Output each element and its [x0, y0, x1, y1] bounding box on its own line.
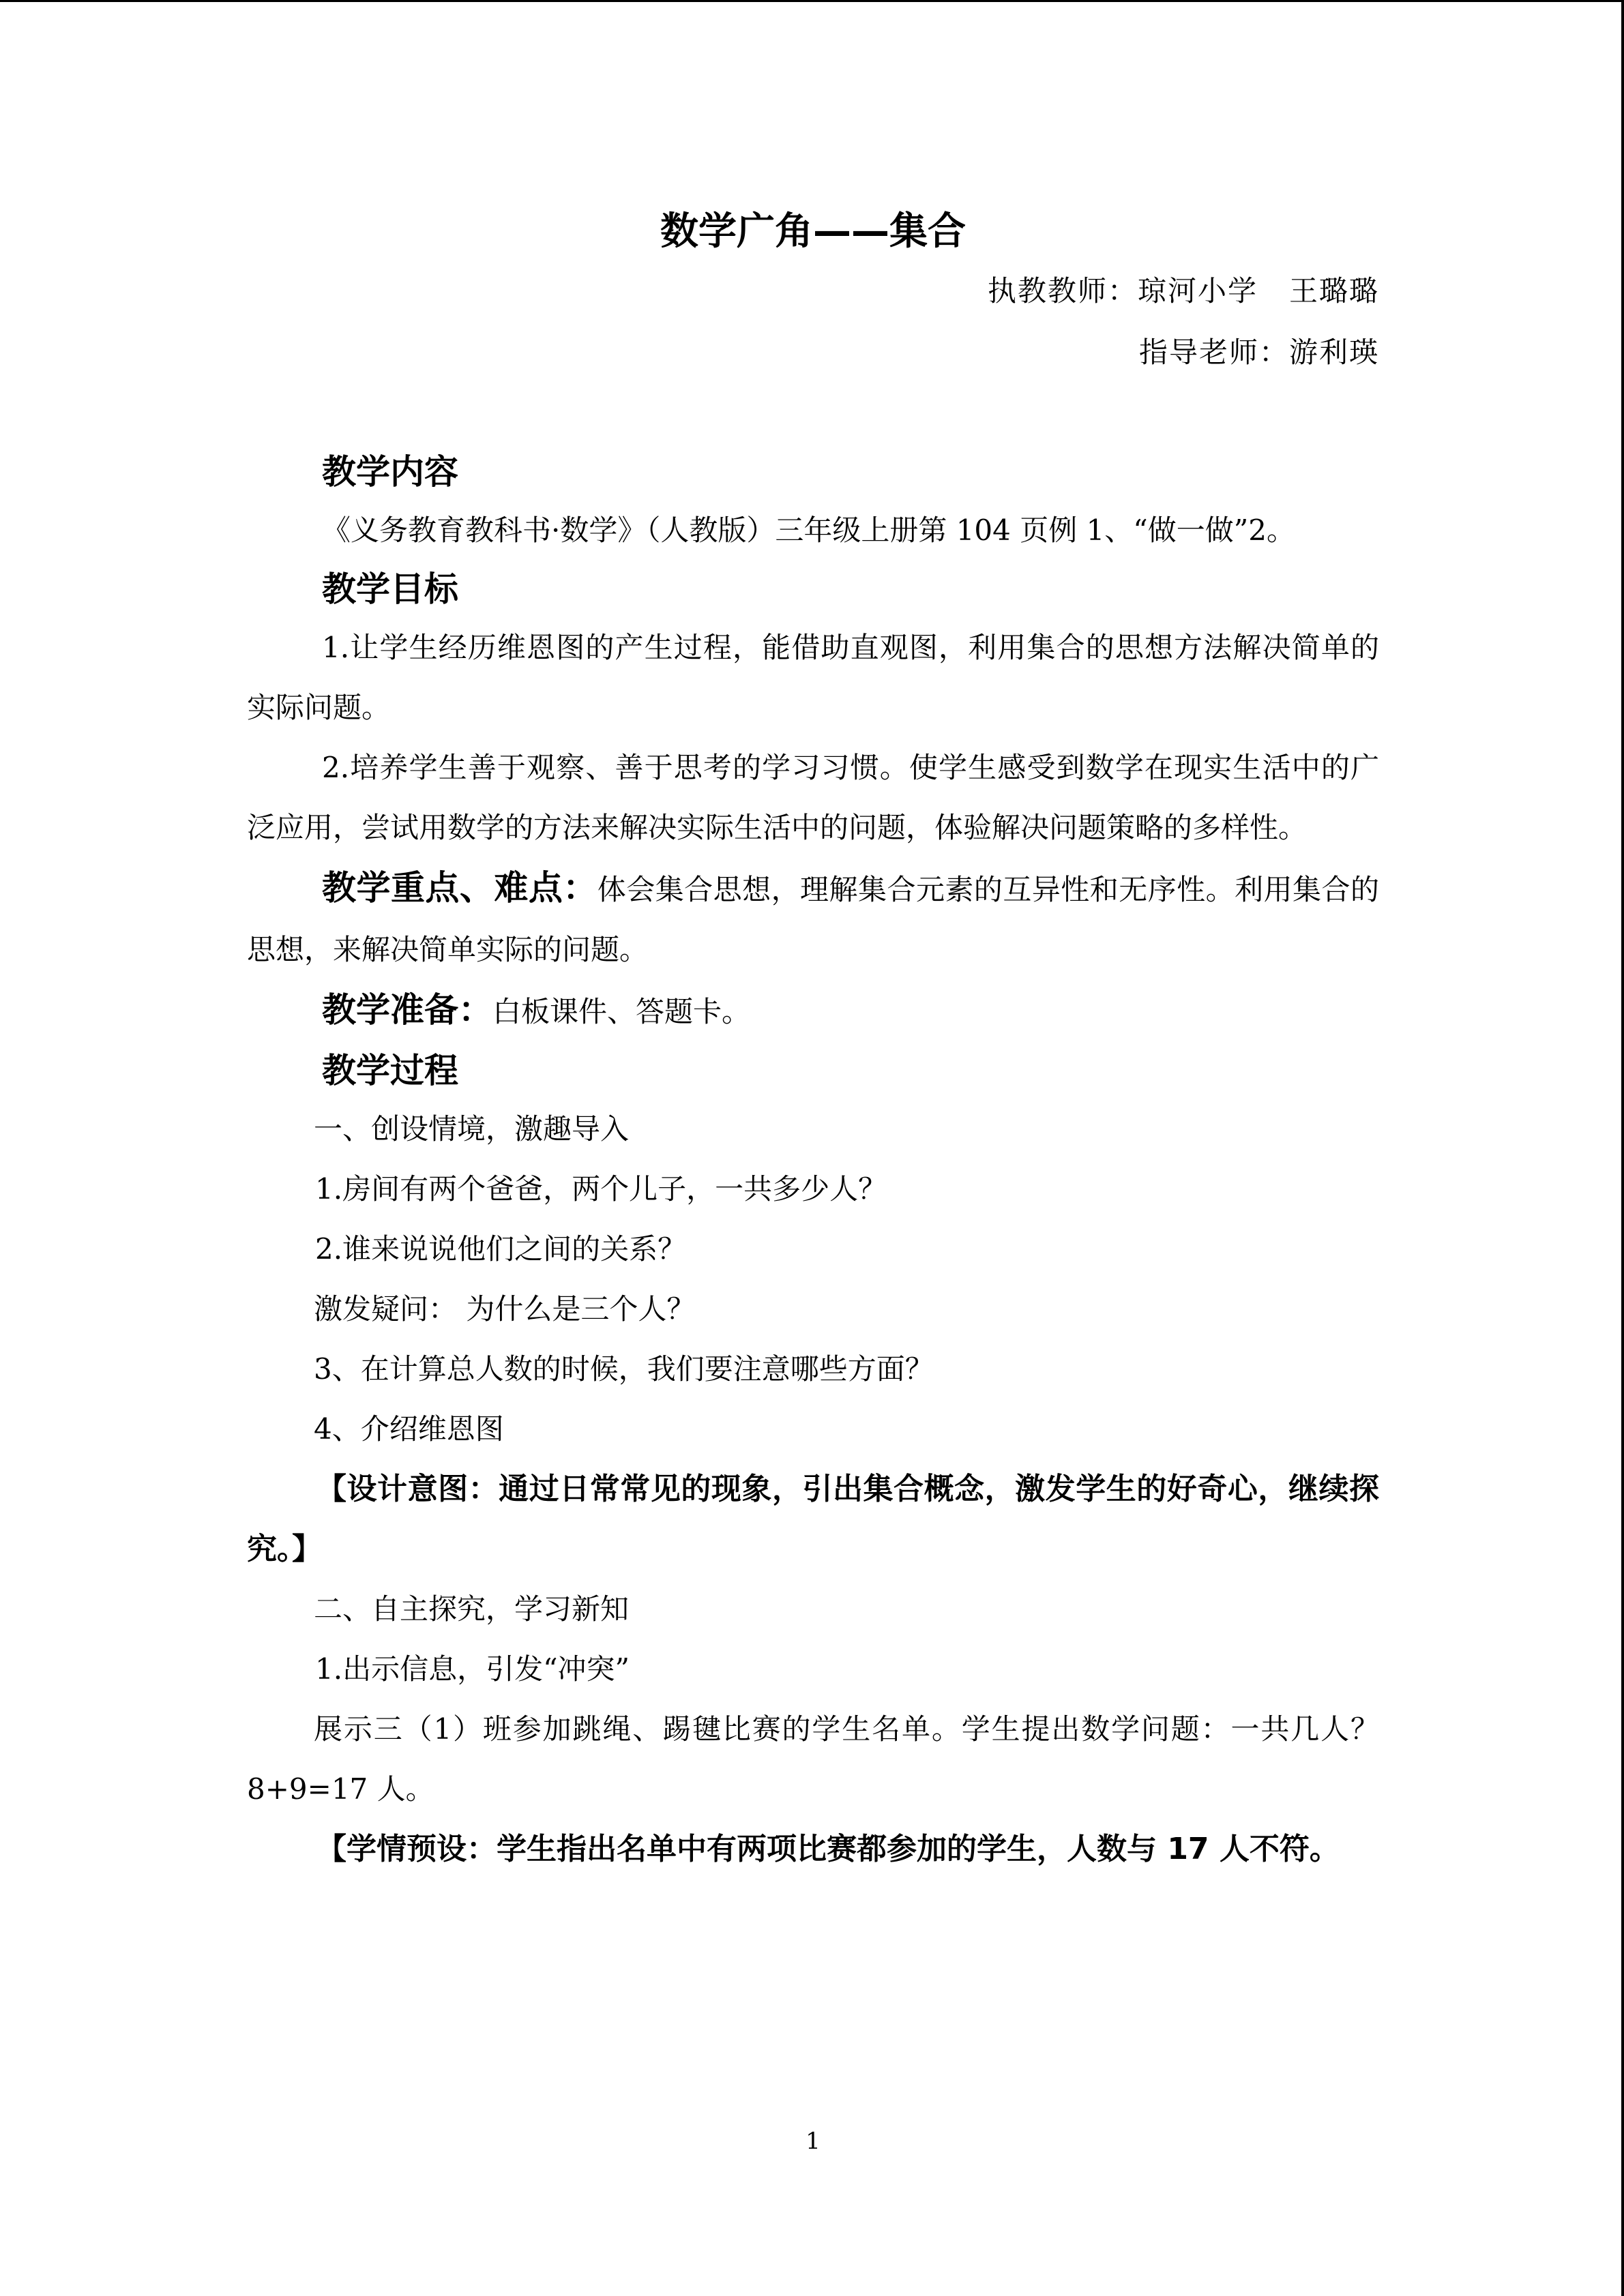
paragraph-key-points: [247, 858, 1379, 980]
question-2: 2.谁来说说他们之间的关系？: [315, 1232, 687, 1266]
step-one-heading: 一、创设情境，激趣导入: [314, 1112, 630, 1146]
question-doubt: 激发疑问： 为什么是三个人？: [314, 1292, 696, 1326]
paragraph-teaching-content: 《义务教育教科书·数学》（人教版）三年级上册第 104 页例 1、“做一做”2。: [322, 513, 1295, 547]
paragraph-goal-2: 2.培养学生善于观察、善于思考的学习习惯。使学生感受到数学在现实生活中的广泛应用，尝试用数学的方法来解决实际生活中的问题，体验解决问题策略的多样性。: [247, 751, 1379, 844]
byline-teacher: 执教教师：琼河小学 王璐璐: [987, 274, 1379, 308]
document-body: [247, 443, 1379, 1879]
right-border-line: [1621, 0, 1624, 2296]
paragraph-preparation: [247, 980, 1379, 1042]
paragraph-goal-1: 1.让学生经历维恩图的产生过程，能借助直观图，利用集合的思想方法解决简单的实际问题。: [247, 631, 1379, 724]
learning-preset-note: 【学情预设：学生指出名单中有两项比赛都参加的学生，人数与 17 人不符。: [316, 1832, 1340, 1866]
top-border-line: [0, 0, 1624, 2]
heading-key-points: 教学重点、难点：: [322, 868, 597, 908]
heading-teaching-goals: 教学目标: [322, 569, 458, 609]
question-4: 4、介绍维恩图: [314, 1412, 504, 1446]
heading-teaching-content: 教学内容: [322, 452, 458, 492]
text-key-points: 体会集合思想，理解集合元素的互异性和无序性。利用集合的思想，来解决简单实际的问题。: [247, 873, 1379, 966]
byline-advisor: 指导老师：游利瑛: [1138, 336, 1379, 369]
text-preparation: 白板课件、答题卡。: [492, 995, 751, 1028]
design-intent-note: 【设计意图：通过日常常见的现象，引出集合概念，激发学生的好奇心，继续探究。】: [247, 1472, 1379, 1566]
page-number: 1: [806, 2128, 821, 2155]
question-1: 1.房间有两个爸爸，两个儿子，一共多少人？: [315, 1172, 887, 1206]
step-two-item-1-text: 展示三（1）班参加跳绳、踢毽比赛的学生名单。学生提出数学问题：一共几人？8+9=17 人。: [247, 1712, 1379, 1806]
heading-teaching-process: 教学过程: [322, 1051, 458, 1090]
step-two-item-1: 1.出示信息，引发“冲突”: [315, 1652, 630, 1686]
question-3: 3、在计算总人数的时候，我们要注意哪些方面？: [314, 1352, 934, 1386]
heading-preparation: 教学准备：: [322, 990, 492, 1030]
step-two-heading: 二、自主探究，学习新知: [314, 1592, 630, 1626]
document-title: 数学广角——集合: [660, 209, 966, 254]
